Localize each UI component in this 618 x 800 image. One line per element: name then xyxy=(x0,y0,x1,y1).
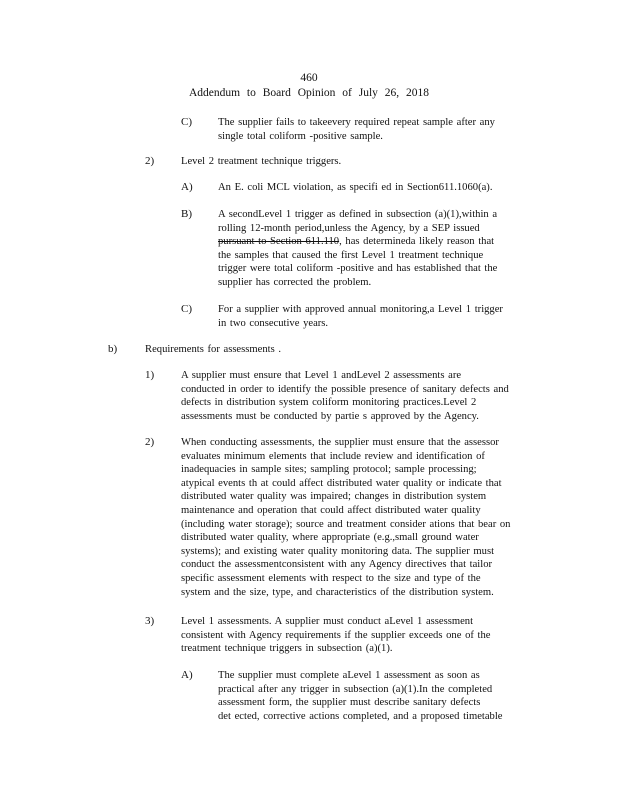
text-line: specific assessment elements with respect to the size and type of the xyxy=(181,572,481,584)
text-line: inadequacies in sample sites; sampling protocol; sample processing; xyxy=(181,464,477,476)
text-line: atypical events th at could affect distributed water quality or indicate that xyxy=(181,477,502,489)
text-line: maintenance and operation that could affect distributed water quality xyxy=(181,504,481,516)
text-line: conducted in order to identify the possible presence of sanitary defects and xyxy=(181,383,509,395)
text-line: conduct the assessmentconsistent with any Agency directives that tailor xyxy=(181,559,493,571)
struck-text: pursuant to Section 611.110 xyxy=(218,236,340,248)
item-b1-text xyxy=(181,369,539,423)
text-line: A supplier must ensure that Level 1 andLevel 2 assessments are xyxy=(181,370,462,381)
text-line: assessment form, the supplier must describe sanitary defects xyxy=(218,697,481,709)
text-line: A secondLevel 1 trigger as defined in subsection (a)(1),within a xyxy=(218,209,498,220)
text-line: When conducting assessments, the supplier must ensure that the assessor xyxy=(181,437,499,448)
item-c1-text xyxy=(218,116,520,143)
item-2-heading xyxy=(181,155,481,169)
item-2c-text xyxy=(218,303,528,330)
item-b2-text xyxy=(181,436,541,599)
item-label-2a: A) xyxy=(181,181,193,193)
item-b3a-text xyxy=(218,669,518,723)
item-b3-text xyxy=(181,615,521,656)
text-line: Level 1 assessments. A supplier must conduct aLevel 1 assessment xyxy=(181,616,474,627)
item-label-c1: C) xyxy=(181,116,192,128)
text-line: in two consecutive years. xyxy=(218,317,329,329)
text-line: single total coliform -positive sample. xyxy=(218,130,383,142)
text-line: distributed water quality, where appropriate (e.g.,small ground water xyxy=(181,532,479,544)
item-2a-text xyxy=(218,181,528,195)
text-line: The supplier must complete aLevel 1 assessment as soon as xyxy=(218,670,480,681)
text-line: (including water storage); source and treatment consider ations that bear on xyxy=(181,518,511,530)
item-label-b2: 2) xyxy=(145,436,155,448)
text-line: treatment technique triggers in subsection (a)(1). xyxy=(181,643,393,655)
item-2b-text xyxy=(218,208,528,290)
page-number: 460 xyxy=(300,72,318,84)
item-label-2: 2) xyxy=(145,155,155,167)
item-label-2b: B) xyxy=(181,208,192,220)
text-line: defects in distribution system coliform monitoring practices.Level 2 xyxy=(181,397,477,409)
text-line: the samples that caused the first Level 1 treatment technique xyxy=(218,249,484,261)
page-header-title: Addendum to Board Opinion of July 26, 2018 xyxy=(188,87,430,99)
item-label-b1: 1) xyxy=(145,369,155,381)
text-line: practical after any trigger in subsection (a)(1).In the completed xyxy=(218,683,493,695)
text-line: systems); and existing water quality monitoring data. The supplier must xyxy=(181,545,495,557)
text-line: supplier has corrected the problem. xyxy=(218,276,372,288)
text-fragment: , has determineda likely reason that xyxy=(339,236,495,248)
item-label-2c: C) xyxy=(181,303,192,315)
text-line: evaluates minimum elements that include review and identification of xyxy=(181,450,485,462)
text-line: The supplier fails to takeevery required repeat sample after any xyxy=(218,117,495,128)
item-label-b: b) xyxy=(108,343,118,355)
text-line: Level 2 treatment technique triggers. xyxy=(181,156,342,167)
text-line: consistent with Agency requirements if the supplier exceeds one of the xyxy=(181,629,491,641)
item-label-b3: 3) xyxy=(145,615,155,627)
text-line: An E. coli MCL violation, as specifi ed in Section611.1060(a). xyxy=(218,182,493,193)
item-label-b3a: A) xyxy=(181,669,193,681)
text-line xyxy=(218,235,528,249)
text-line: det ected, corrective actions completed, and a proposed timetable xyxy=(218,710,503,722)
text-line: trigger were total coliform -positive and has established that the xyxy=(218,263,498,275)
text-line: system and the size, type, and characteristics of the distribution system. xyxy=(181,586,494,598)
text-line: distributed water quality was impaired; changes in distribution system xyxy=(181,491,487,503)
text-line: For a supplier with approved annual monitoring,a Level 1 trigger xyxy=(218,304,503,315)
text-line: assessments must be conducted by partie s approved by the Agency. xyxy=(181,410,479,422)
text-line: rolling 12-month period,unless the Agency, by a SEP issued xyxy=(218,222,480,234)
text-line: Requirements for assessments . xyxy=(145,344,281,355)
item-b-heading xyxy=(145,343,445,357)
